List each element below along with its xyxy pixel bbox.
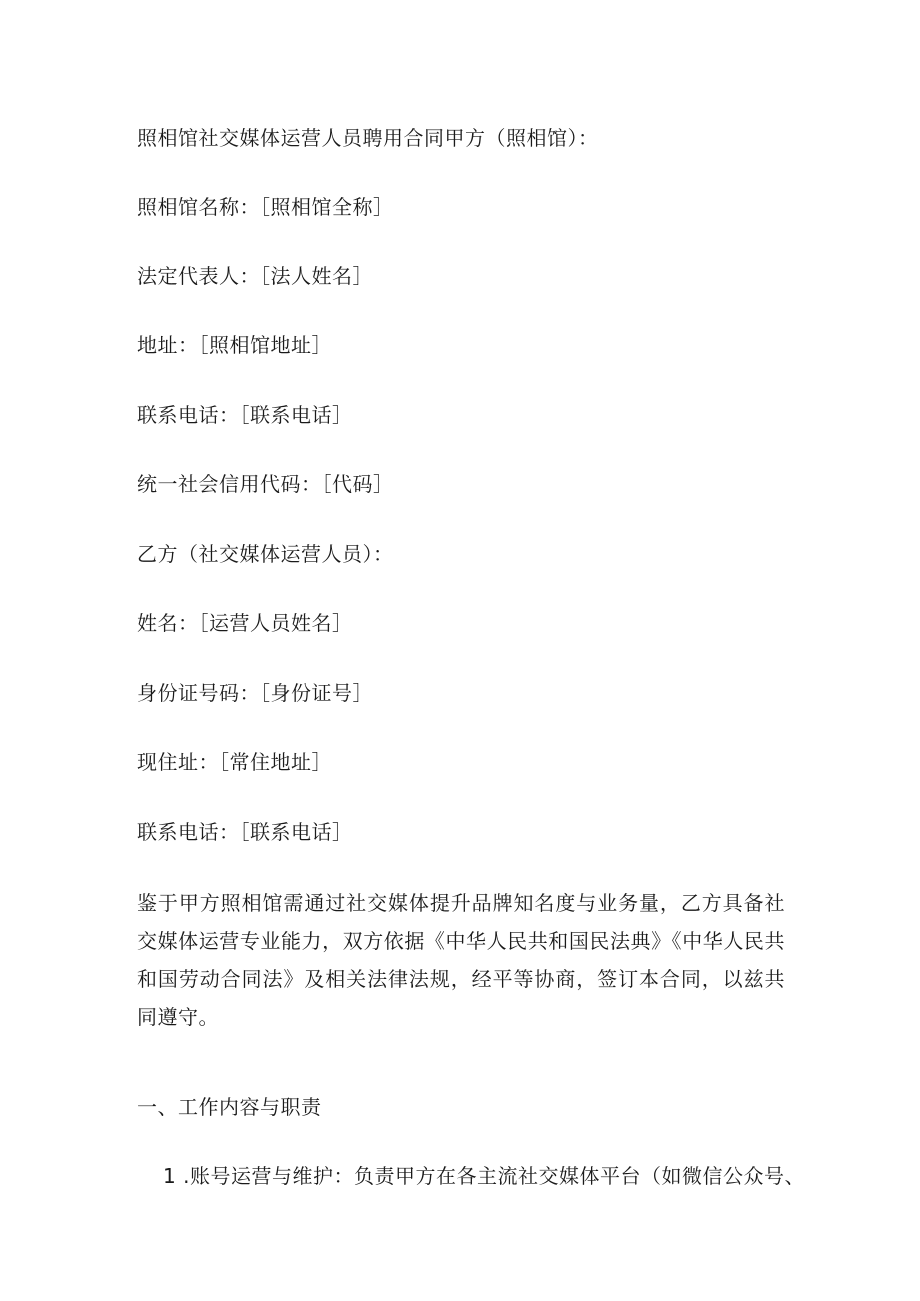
party-a-address: 地址：［照相馆地址］ [137, 333, 332, 357]
party-b-heading: 乙方（社交媒体运营人员）： [137, 542, 394, 566]
preamble-paragraph: 鉴于甲方照相馆需通过社交媒体提升品牌知名度与业务量，乙方具备社交媒体运营专业能力，双方依据《中华人民共和国民法典》《中华人民共和国劳动合同法》及相关法律法规，经平等协商，签订本合同，以兹共同遵守。 [137, 891, 785, 1029]
party-a-credit-code: 统一社会信用代码：［代码］ [137, 472, 394, 496]
section-1-item-1: 1 .账号运营与维护：负责甲方在各主流社交媒体平台（如微信公众号、 [163, 1164, 805, 1188]
party-b-phone: 联系电话：［联系电话］ [137, 820, 353, 844]
section-1-heading: 一、工作内容与职责 [137, 1095, 322, 1119]
contract-title-line: 照相馆社交媒体运营人员聘用合同甲方（照相馆）： [137, 126, 599, 150]
party-b-id-number: 身份证号码：［身份证号］ [137, 681, 373, 705]
party-a-legal-rep: 法定代表人：［法人姓名］ [137, 264, 373, 288]
party-b-name: 姓名：［运营人员姓名］ [137, 611, 353, 635]
party-a-phone: 联系电话：［联系电话］ [137, 403, 353, 427]
party-a-name: 照相馆名称：［照相馆全称］ [137, 195, 394, 219]
party-b-address: 现住址：［常住地址］ [137, 750, 332, 774]
